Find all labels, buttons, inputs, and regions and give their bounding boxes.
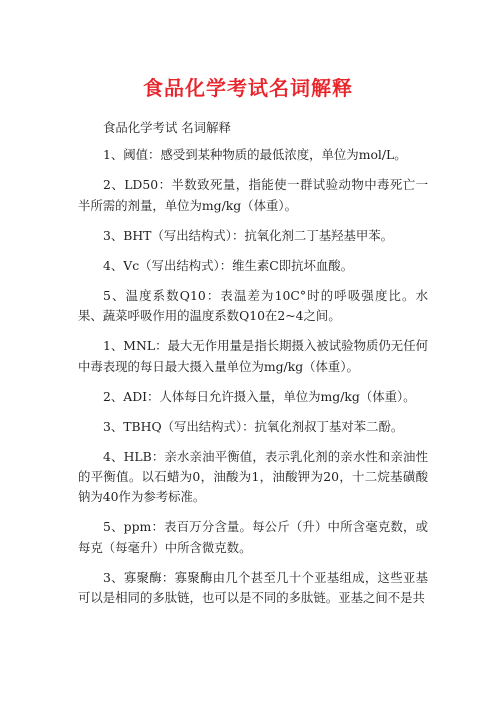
paragraph-11: 3、寡聚酶：寡聚酶由几个甚至几十个亚基组成，这些亚基可以是相同的多肽链，也可以是不同的多肽链。亚基之间不是共 xyxy=(78,569,428,606)
paragraph-4: 4、Vc（写出结构式）：维生素C即抗坏血酸。 xyxy=(103,257,354,273)
paragraph-1: 1、阈值：感受到某种物质的最低浓度，单位为mol/L。 xyxy=(103,147,407,163)
document-subtitle: 食品化学考试 名词解释 xyxy=(103,120,231,135)
paragraph-6: 1、MNL：最大无作用量是指长期摄入被试验物质仍无任何中毒表现的每日最大摄入量单位为mg/kg（体重）。 xyxy=(78,338,428,374)
document-body xyxy=(78,118,428,618)
paragraph-10: 5、ppm：表百万分含量。每公斤（升）中所含毫克数，或每克（每毫升）中所含微克数。 xyxy=(78,519,428,555)
document-title: 食品化学考试名词解释 xyxy=(143,76,353,100)
paragraph-8: 3、TBHQ（写出结构式）：抗氧化剂叔丁基对苯二酚。 xyxy=(103,418,404,434)
paragraph-5: 5、温度系数Q10：表温差为10C°时的呼吸强度比。水果、蔬菜呼吸作用的温度系数Q10在2~4之间。 xyxy=(78,287,428,324)
paragraph-3: 3、BHT（写出结构式）：抗氧化剂二丁基羟基甲苯。 xyxy=(103,227,394,243)
paragraph-9: 4、HLB：亲水亲油平衡值，表示乳化剂的亲水性和亲油性的平衡值。以石蜡为0，油酸为1，油酸钾为20，十二烷基磺酸钠为40作为参考标准。 xyxy=(78,448,428,505)
paragraph-7: 2、ADI：人体每日允许摄入量，单位为mg/kg（体重）。 xyxy=(103,388,416,404)
paragraph-2: 2、LD50：半数致死量，指能使一群试验动物中毒死亡一半所需的剂量，单位为mg/kg（体重）。 xyxy=(78,177,428,213)
